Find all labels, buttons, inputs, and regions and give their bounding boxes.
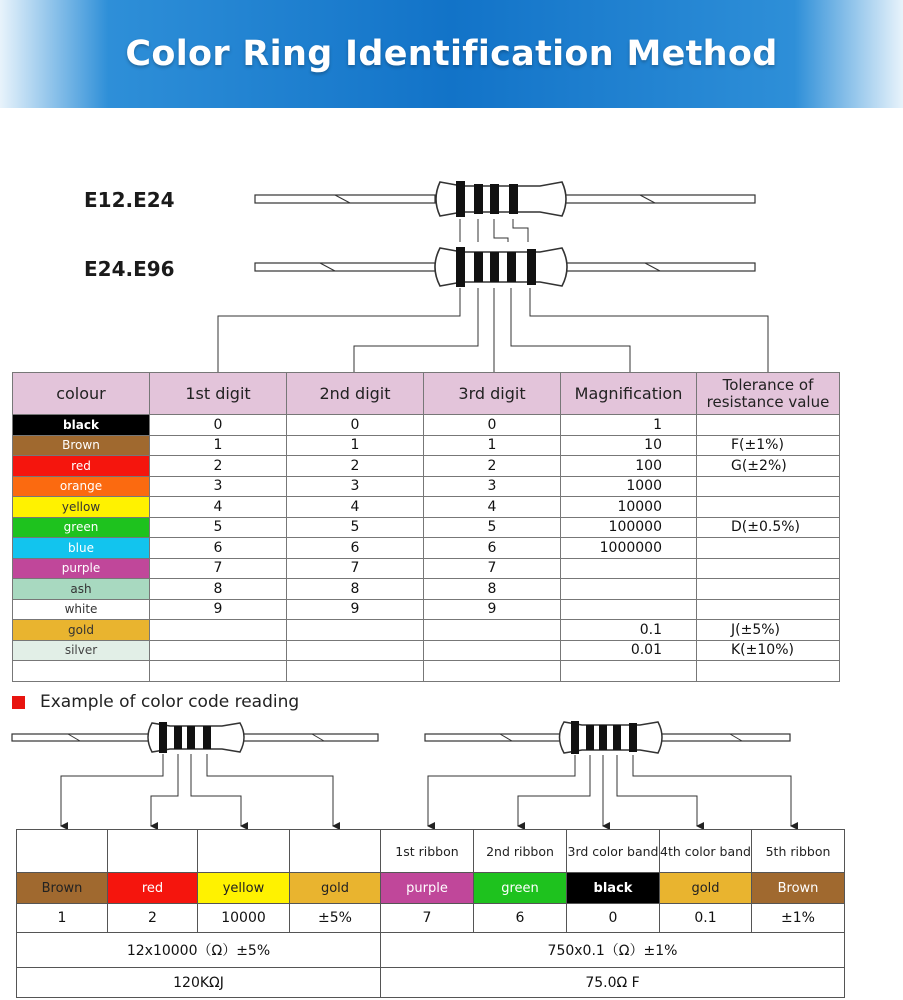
example-band-value: ±5%: [290, 904, 381, 933]
table-row: [13, 435, 840, 456]
example-right-calculation: 750x0.1（Ω）±1%: [381, 933, 845, 968]
example-band-color: Brown: [17, 873, 108, 904]
digit-3: 5: [424, 517, 561, 538]
magnification: 0.01: [561, 640, 697, 661]
digit-3: 6: [424, 538, 561, 559]
digit-3: 0: [424, 415, 561, 436]
digit-1: [150, 640, 287, 661]
digit-2: 1: [287, 435, 424, 456]
colour-swatch: gold: [13, 620, 150, 641]
colour-swatch: purple: [13, 558, 150, 579]
ribbon-label: 1st ribbon: [381, 830, 474, 873]
digit-2: 0: [287, 415, 424, 436]
example-band-value: 0: [567, 904, 660, 933]
table-row: [13, 558, 840, 579]
magnification: 100: [561, 456, 697, 477]
digit-3: 1: [424, 435, 561, 456]
colour-swatch: white: [13, 599, 150, 620]
resistor-5-band: [255, 247, 755, 287]
header-1st-digit: 1st digit: [150, 373, 287, 415]
digit-2: 5: [287, 517, 424, 538]
tolerance: [697, 497, 840, 518]
example-right-result: 75.0Ω F: [381, 968, 845, 998]
example-left-calculation: 12x10000（Ω）±5%: [17, 933, 381, 968]
page-title: Color Ring Identification Method: [125, 34, 778, 74]
magnification: [561, 558, 697, 579]
digit-3: 2: [424, 456, 561, 477]
digit-1: 5: [150, 517, 287, 538]
tolerance: D(±0.5%): [697, 517, 840, 538]
example-heading: [12, 692, 299, 712]
magnification: 1000000: [561, 538, 697, 559]
tolerance: [697, 599, 840, 620]
header-3rd-digit: 3rd digit: [424, 373, 561, 415]
color-code-table: [12, 372, 840, 682]
colour-swatch: orange: [13, 476, 150, 497]
example-band-color: black: [567, 873, 660, 904]
tolerance: [697, 558, 840, 579]
example-band-color: green: [474, 873, 567, 904]
magnification: [561, 599, 697, 620]
example-band-color: yellow: [198, 873, 290, 904]
magnification: 100000: [561, 517, 697, 538]
example-left-result: 120KΩJ: [17, 968, 381, 998]
ribbon-label: 3rd color band: [567, 830, 660, 873]
series-label-e12-e24: E12.E24: [84, 188, 175, 212]
resistor-4-band: [255, 181, 755, 217]
tolerance: K(±10%): [697, 640, 840, 661]
digit-2: 8: [287, 579, 424, 600]
table-row: [13, 538, 840, 559]
digit-2: 6: [287, 538, 424, 559]
tolerance: G(±2%): [697, 456, 840, 477]
example-resistor-right: [425, 721, 790, 754]
tolerance: F(±1%): [697, 435, 840, 456]
digit-2: [287, 640, 424, 661]
table-row: [13, 476, 840, 497]
example-band-color: Brown: [752, 873, 845, 904]
digit-2: 2: [287, 456, 424, 477]
digit-2: 7: [287, 558, 424, 579]
ribbon-label: 2nd ribbon: [474, 830, 567, 873]
digit-3: [424, 620, 561, 641]
example-band-color: purple: [381, 873, 474, 904]
colour-swatch: silver: [13, 640, 150, 661]
table-row: [13, 599, 840, 620]
colour-swatch: blue: [13, 538, 150, 559]
digit-3: [424, 640, 561, 661]
example-resistor-left: [12, 722, 378, 753]
example-band-value: 10000: [198, 904, 290, 933]
ribbon-label: 5th ribbon: [752, 830, 845, 873]
magnification: 1000: [561, 476, 697, 497]
example-band-value: 0.1: [660, 904, 752, 933]
digit-2: 3: [287, 476, 424, 497]
colour-swatch: yellow: [13, 497, 150, 518]
example-band-value: 2: [108, 904, 198, 933]
table-row-empty: [13, 661, 840, 682]
tolerance: [697, 538, 840, 559]
table-row: [13, 456, 840, 477]
bullet-square-icon: [12, 696, 25, 709]
table-row: [13, 497, 840, 518]
table-row: [13, 579, 840, 600]
example-title: Example of color code reading: [40, 692, 300, 712]
tolerance: [697, 415, 840, 436]
colour-swatch: green: [13, 517, 150, 538]
magnification: [561, 579, 697, 600]
colour-swatch: Brown: [13, 435, 150, 456]
digit-1: 7: [150, 558, 287, 579]
digit-1: 4: [150, 497, 287, 518]
example-band-value: 7: [381, 904, 474, 933]
tolerance: [697, 579, 840, 600]
magnification: 10: [561, 435, 697, 456]
digit-3: 3: [424, 476, 561, 497]
table-row: [13, 415, 840, 436]
table-row: [13, 517, 840, 538]
example-table: [16, 829, 845, 998]
table-row: [13, 640, 840, 661]
series-label-e24-e96: E24.E96: [84, 257, 175, 281]
example-band-color: gold: [290, 873, 381, 904]
digit-3: 7: [424, 558, 561, 579]
digit-1: 8: [150, 579, 287, 600]
digit-2: 9: [287, 599, 424, 620]
header-magnification: Magnification: [561, 373, 697, 415]
tolerance: J(±5%): [697, 620, 840, 641]
digit-1: 9: [150, 599, 287, 620]
digit-1: 2: [150, 456, 287, 477]
colour-swatch: black: [13, 415, 150, 436]
digit-1: 3: [150, 476, 287, 497]
digit-3: 9: [424, 599, 561, 620]
magnification: 10000: [561, 497, 697, 518]
header-colour: colour: [13, 373, 150, 415]
colour-swatch: red: [13, 456, 150, 477]
colour-swatch: ash: [13, 579, 150, 600]
example-band-color: red: [108, 873, 198, 904]
digit-1: 6: [150, 538, 287, 559]
header-2nd-digit: 2nd digit: [287, 373, 424, 415]
digit-3: 4: [424, 497, 561, 518]
table-row: [13, 620, 840, 641]
magnification: 0.1: [561, 620, 697, 641]
digit-3: 8: [424, 579, 561, 600]
ribbon-label: 4th color band: [660, 830, 752, 873]
tolerance: [697, 476, 840, 497]
digit-2: [287, 620, 424, 641]
digit-1: [150, 620, 287, 641]
digit-1: 1: [150, 435, 287, 456]
example-band-value: 6: [474, 904, 567, 933]
digit-1: 0: [150, 415, 287, 436]
example-band-color: gold: [660, 873, 752, 904]
header-tolerance: Tolerance of resistance value: [697, 373, 840, 415]
magnification: 1: [561, 415, 697, 436]
example-band-value: ±1%: [752, 904, 845, 933]
digit-2: 4: [287, 497, 424, 518]
example-band-value: 1: [17, 904, 108, 933]
